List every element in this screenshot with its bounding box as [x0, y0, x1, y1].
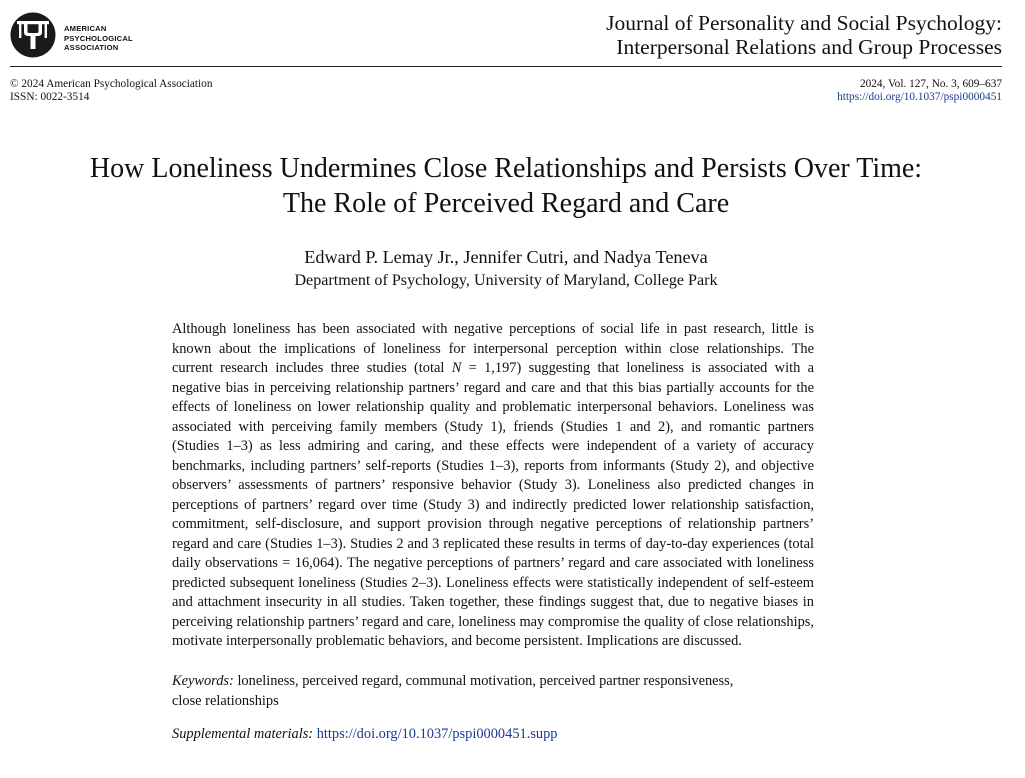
journal-title-line: Interpersonal Relations and Group Processes [616, 35, 1002, 59]
abstract-line: negative bias in perceiving relationship partners’ regard and care and that this bias partially accounts for the [172, 379, 814, 396]
abstract-line: daily observations = 16,064). The negative perceptions of partners’ regard and care associated with loneliness [172, 555, 814, 571]
abstract-line: Although loneliness has been associated with negative perceptions of social life in past research, little is [172, 321, 814, 337]
journal-title [606, 11, 1002, 59]
publisher-line: PSYCHOLOGICAL [64, 33, 133, 43]
supplemental-materials [172, 725, 814, 745]
header-divider [10, 66, 1002, 67]
abstract-line: known about the implications of loneliness for interpersonal perception within close relationships. The [172, 340, 814, 357]
supplemental-label: Supplemental materials: [172, 726, 314, 742]
copyright-text: © 2024 American Psychological Association [10, 78, 213, 90]
keywords-text: loneliness, perceived regard, communal motivation, perceived partner responsiveness, [237, 673, 734, 689]
issn-text: ISSN: 0022-3514 [10, 91, 90, 103]
abstract-line: motivate interpersonally problematic behaviors, and become persistent. Implications are discussed. [172, 633, 742, 649]
abstract-line: perceptions of partners’ regard over time (Study 3) and indirectly predicted lower relationship satisfaction, [172, 496, 814, 513]
publication-meta-left [10, 78, 212, 104]
publication-meta-right [837, 78, 1002, 104]
abstract-line: benchmarks, including partners’ self-reports (Studies 1–3), reports from informants (Study 2), and objective [172, 457, 814, 474]
abstract-line: commitment, self-disclosure, and support provision through negative perceptions of relationship partners’ [172, 516, 814, 532]
abstract-line: and attachment insecurity in all studies. Taken together, these findings suggest that, due to negative biases in [172, 594, 814, 610]
doi-link[interactable]: https://doi.org/10.1037/pspi0000451 [837, 91, 1002, 103]
keywords-label: Keywords: [172, 673, 234, 689]
abstract-line: regard and care (Studies 1–3). Studies 2 and 3 replicated these results in terms of day-to-day experiences (total [172, 535, 814, 552]
abstract-line: (Studies 1–3) as less admiring and caring, and these effects were independent of a variety of accuracy [172, 438, 814, 454]
apa-logo-icon [10, 12, 56, 58]
affiliation: Department of Psychology, University of Maryland, College Park [294, 272, 718, 289]
abstract [172, 320, 814, 652]
abstract-line: perceiving relationship partners’ regard and care, loneliness may compromise the quality of close relationships, [172, 613, 814, 630]
article-title [0, 151, 1012, 221]
publisher-line: ASSOCIATION [64, 43, 119, 53]
abstract-line: observers’ assessments of partners’ responsive behavior (Study 3). Loneliness also predicted changes in [172, 477, 814, 493]
supplemental-link[interactable]: https://doi.org/10.1037/pspi0000451.supp [316, 726, 558, 742]
abstract-line: effects of loneliness on lower relationship quality and problematic interpersonal behaviors. Loneliness was [172, 399, 814, 415]
abstract-line: associated with perceiving family members (Study 1), friends (Studies 1 and 2), and romantic partners [172, 418, 814, 435]
abstract-line: predicted subsequent loneliness (Studies 2–3). Loneliness effects were statistically independent of self-esteem [172, 574, 814, 591]
apa-wordmark [64, 24, 133, 53]
abstract-line: current research includes three studies (total N = 1,197) suggesting that loneliness is associated with a [172, 360, 814, 376]
keywords-text: close relationships [172, 692, 279, 709]
article-title-line: The Role of Perceived Regard and Care [282, 188, 730, 219]
keywords [172, 672, 814, 711]
publisher-line: AMERICAN [64, 24, 107, 33]
journal-title-line: Journal of Personality and Social Psychology: [606, 11, 1002, 35]
article-title-line: How Loneliness Undermines Close Relationships and Persists Over Time: [89, 153, 923, 184]
citation-text: 2024, Vol. 127, No. 3, 609–637 [859, 78, 1002, 90]
author-list: Edward P. Lemay Jr., Jennifer Cutri, and Nadya Teneva [304, 247, 708, 267]
